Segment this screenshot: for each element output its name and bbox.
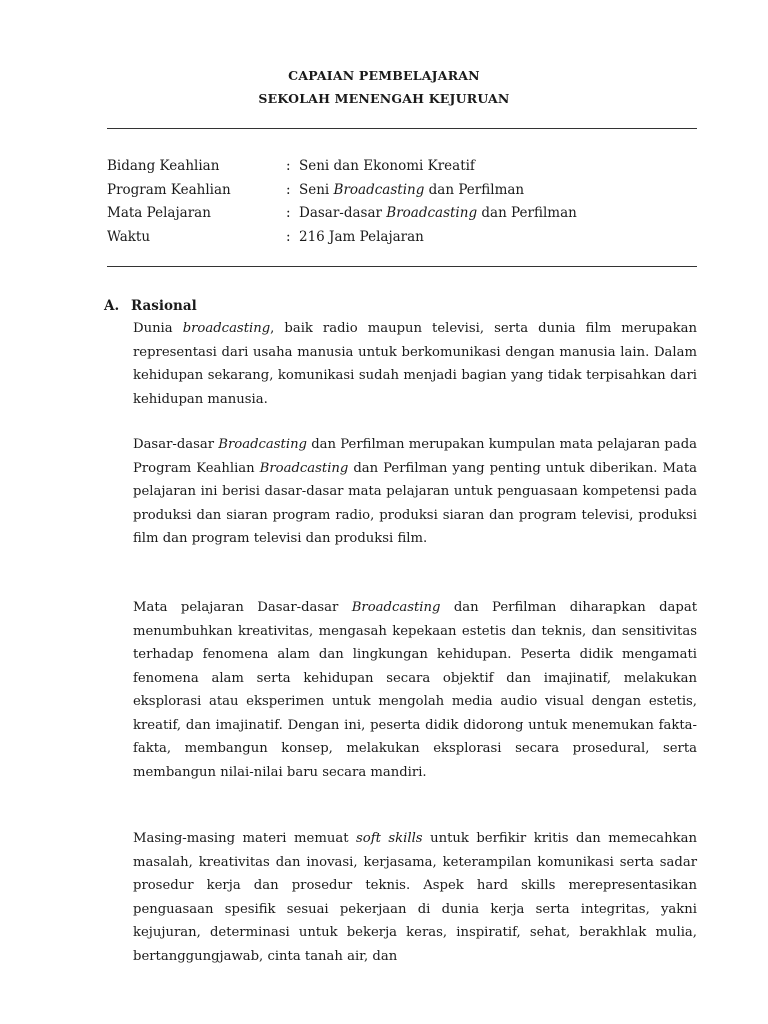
paragraph-1	[133, 317, 697, 411]
paragraph-italic: Broadcasting	[259, 460, 349, 476]
meta-colon: :	[286, 158, 291, 174]
meta-label: Bidang Keahlian	[107, 158, 220, 174]
paragraph-text: Dunia	[133, 321, 183, 336]
paragraph-text: , baik radio maupun televisi, serta dunia film merupakan representasi dari usaha manusia untuk berkomunikasi dengan manusia lain. Dalam kehidupan sekarang, komunikasi sudah menjadi bagian yang tidak terpisahkan dari kehidupan manusia.	[133, 321, 697, 407]
meta-value-italic: Broadcasting	[386, 205, 478, 221]
paragraph-text: untuk berfikir kritis dan memecahkan masalah, kreativitas dan inovasi, kerjasama, keterampilan komunikasi serta sadar prosedur kerja dan prosedur teknis. Aspek hard skills merepresentasikan penguasaan spesifik sesuai pekerjaan di dunia kerja serta integritas, yakni kejujuran, determinasi untuk bekerja keras, inspiratif, sehat, berakhlak mulia, bertanggungjawab, cinta tanah air, dan	[133, 831, 698, 964]
meta-value-text: Seni dan Ekonomi Kreatif	[299, 158, 475, 174]
meta-colon: :	[286, 182, 291, 198]
top-divider	[107, 128, 697, 129]
meta-value	[299, 158, 475, 174]
paragraph-italic: broadcasting	[182, 321, 271, 336]
paragraph-2	[133, 433, 697, 551]
paragraph-text: Dasar-dasar	[133, 437, 219, 452]
meta-value	[299, 205, 577, 221]
section-heading	[104, 298, 197, 314]
meta-label: Waktu	[107, 229, 151, 245]
paragraph-italic: Broadcasting	[351, 600, 441, 615]
paragraph-4	[133, 827, 697, 968]
paragraph-3	[133, 596, 697, 784]
meta-value-text: Seni	[299, 182, 334, 198]
document-subtitle: SEKOLAH MENENGAH KEJURUAN	[258, 91, 510, 106]
meta-value-text: dan Perfilman	[424, 182, 525, 198]
meta-value-text: dan Perfilman	[477, 205, 577, 221]
meta-label: Program Keahlian	[107, 182, 231, 198]
paragraph-text: dan Perfilman yang penting untuk diberikan. Mata pelajaran ini berisi dasar-dasar mata pelajaran untuk penguasaan kompetensi pada produksi dan siaran program radio, produksi siaran dan program televisi, produksi film dan program televisi dan produksi film.	[133, 460, 698, 546]
section-letter: A.	[104, 298, 120, 314]
meta-value	[299, 229, 424, 245]
paragraph-italic: soft skills	[356, 831, 423, 846]
section-title: Rasional	[131, 298, 197, 314]
meta-value-text: 216 Jam Pelajaran	[299, 229, 424, 245]
document-title: CAPAIAN PEMBELAJARAN	[288, 68, 480, 83]
meta-value	[299, 182, 524, 198]
meta-colon: :	[286, 205, 291, 221]
paragraph-text: dan Perfilman diharapkan dapat menumbuhkan kreativitas, mengasah kepekaan estetis dan teknis, dan sensitivitas terhadap fenomena alam dan lingkungan kehidupan. Peserta didik mengamati fenomena alam serta kehidupan secara objektif dan imajinatif, melakukan eksplorasi atau eksperimen untuk mengolah media audio visual dengan estetis, kreatif, dan imajinatif. Dengan ini, peserta didik didorong untuk menemukan fakta-fakta, membangun konsep, melakukan eksplorasi secara prosedural, serta membangun nilai-nilai baru secara mandiri.	[133, 600, 697, 780]
meta-value-italic: Broadcasting	[333, 182, 425, 198]
bottom-divider	[107, 266, 697, 267]
meta-label: Mata Pelajaran	[107, 205, 211, 221]
paragraph-italic: Broadcasting	[218, 437, 308, 452]
paragraph-text: Mata pelajaran Dasar-dasar	[133, 600, 352, 615]
paragraph-text: dan Perfilman merupakan kumpulan mata pelajaran pada Program Keahlian	[133, 437, 697, 476]
meta-colon: :	[286, 229, 291, 245]
paragraph-text: Masing-masing materi memuat	[133, 831, 356, 846]
meta-value-text: Dasar-dasar	[299, 205, 387, 221]
